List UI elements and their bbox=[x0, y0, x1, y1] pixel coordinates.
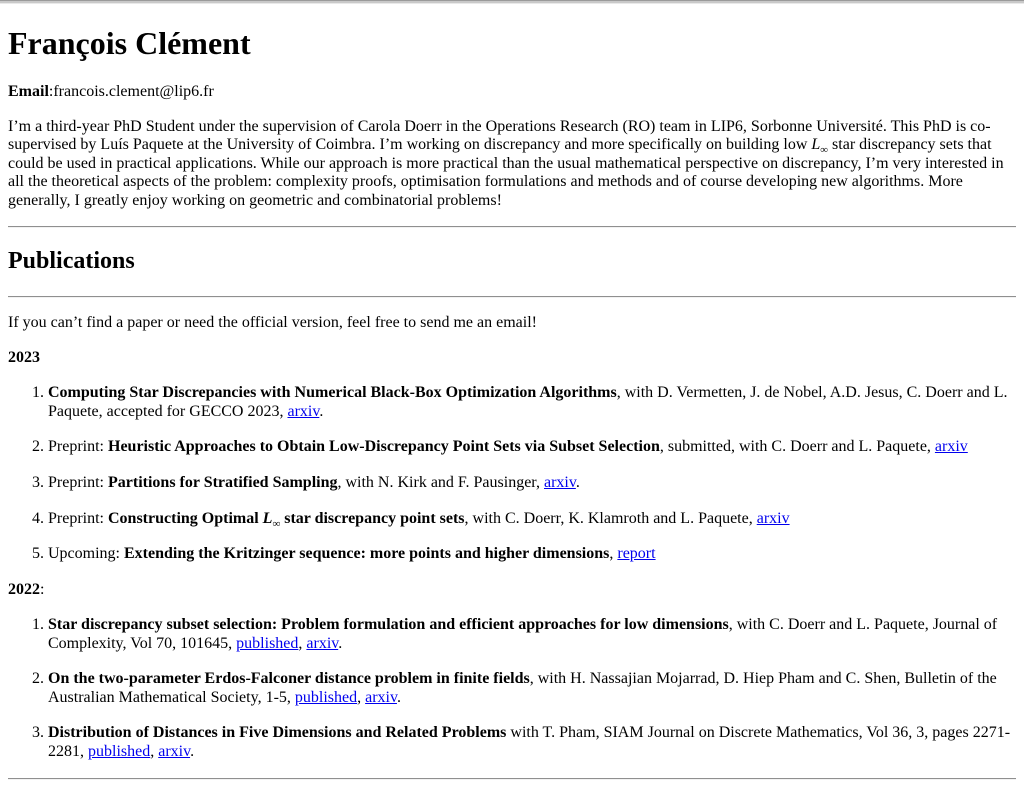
divider-bottom bbox=[8, 778, 1016, 780]
math-l-sub-infinity: $L_\infty$ bbox=[262, 509, 281, 530]
arxiv-link[interactable]: arxiv bbox=[365, 688, 397, 706]
publications-note: If you can’t find a paper or need the official version, feel free to send me an email! bbox=[8, 314, 537, 332]
bold-text: Partitions for Stratified Sampling bbox=[108, 473, 338, 491]
text-segment: . bbox=[190, 742, 195, 760]
bold-text: star discrepancy point sets bbox=[280, 509, 465, 527]
text-segment: , with N. Kirk and F. Pausinger, bbox=[337, 473, 544, 491]
email-line bbox=[8, 83, 1016, 102]
text-segment: Upcoming: bbox=[48, 545, 124, 563]
bold-text: Star discrepancy subset selection: Problem formulation and efficient approaches for low dimensions bbox=[48, 616, 729, 634]
report-link[interactable]: report bbox=[617, 545, 656, 563]
publication-item bbox=[48, 724, 1016, 761]
bold-text: Heuristic Approaches to Obtain Low-Discrepancy Point Sets via Subset Selection bbox=[108, 438, 660, 456]
text-segment: Preprint: bbox=[48, 509, 108, 527]
text-segment: . bbox=[575, 473, 580, 491]
publication-item bbox=[48, 670, 1016, 707]
text-segment: Preprint: bbox=[48, 473, 108, 491]
published-link[interactable]: published bbox=[236, 634, 299, 652]
text-segment: I’m a third-year PhD Student under the supervision of Carola Doerr in the Operations Research (RO) team in LIP6, Sorbonne Université. This PhD is co-supervised by Luís Paquete at the University of Coimbra. I’m working on discrepancy and more specifically on building low bbox=[8, 117, 991, 154]
text-segment: . bbox=[396, 688, 401, 706]
text-segment: , submitted, with C. Doerr and L. Paquete, bbox=[659, 438, 935, 456]
page-title: François Clément bbox=[8, 25, 251, 61]
top-rule bbox=[0, 0, 1024, 4]
bold-text: On the two-parameter Erdos-Falconer distance problem in finite fields bbox=[48, 670, 530, 688]
text-segment: with T. Pham, SIAM Journal on Discrete Mathematics, Vol 36, 3, pages 2271-2281, bbox=[48, 724, 1011, 760]
publication-item bbox=[48, 545, 1016, 564]
divider-under-heading bbox=[8, 296, 1016, 298]
arxiv-link[interactable]: arxiv bbox=[158, 742, 191, 760]
math-l-sub-infinity: $L_\infty$ bbox=[811, 136, 829, 157]
text-segment: Preprint: bbox=[48, 438, 108, 456]
text-segment: , with C. Doerr, K. Klamroth and L. Paquete, bbox=[464, 509, 757, 527]
year-heading-2023 bbox=[8, 349, 1016, 368]
year-suffix: : bbox=[40, 580, 45, 598]
text-segment: , with H. Nassajian Mojarrad, D. Hiep Pham and C. Shen, Bulletin of the Australian Mathematical Society, 1-5, bbox=[48, 670, 997, 706]
bold-text: Extending the Kritzinger sequence: more points and higher dimensions bbox=[124, 545, 610, 563]
text-segment: , bbox=[357, 688, 366, 706]
publication-item bbox=[48, 438, 1016, 457]
year-heading-2022 bbox=[8, 581, 1016, 600]
publication-item bbox=[48, 384, 1016, 421]
published-link[interactable]: published bbox=[294, 688, 358, 706]
email-label: Email bbox=[8, 83, 49, 101]
text-segment: . bbox=[319, 402, 324, 420]
arxiv-link[interactable]: arxiv bbox=[934, 438, 968, 456]
publication-item bbox=[48, 616, 1016, 653]
publication-item bbox=[48, 510, 1016, 529]
intro-paragraph bbox=[8, 118, 1016, 211]
arxiv-link[interactable]: arxiv bbox=[287, 402, 320, 420]
arxiv-link[interactable]: arxiv bbox=[544, 473, 576, 491]
arxiv-link[interactable]: arxiv bbox=[306, 634, 339, 652]
email-value: :francois.clement@lip6.fr bbox=[48, 83, 214, 101]
year-label: 2023 bbox=[8, 348, 40, 366]
text-segment: , bbox=[298, 634, 307, 652]
arxiv-link[interactable]: arxiv bbox=[756, 509, 790, 527]
publications-heading: Publications bbox=[8, 248, 135, 275]
text-segment: , with C. Doerr and L. Paquete, Journal of Complexity, Vol 70, 101645, bbox=[48, 616, 998, 652]
published-link[interactable]: published bbox=[88, 742, 151, 760]
publication-list-2023 bbox=[8, 384, 1016, 563]
publication-list-2022 bbox=[8, 616, 1016, 761]
divider-top bbox=[8, 226, 1016, 228]
text-segment: , bbox=[150, 742, 159, 760]
text-segment: , bbox=[609, 545, 618, 563]
bold-text: Computing Star Discrepancies with Numerical Black-Box Optimization Algorithms bbox=[48, 384, 617, 402]
text-segment: . bbox=[338, 634, 343, 652]
text-segment: star discrepancy sets that could be used in practical applications. While our approach is more practical than the usual mathematical perspective on discrepancy, I’m very interested in all the theoretical aspects of the problem: complexity proofs, optimisation formulations and methods and of course developing new algorithms. More generally, I greatly enjoy working on geometric and combinatorial problems! bbox=[8, 136, 1004, 209]
bold-text: Distribution of Distances in Five Dimensions and Related Problems bbox=[48, 724, 507, 742]
text-segment: , with D. Vermetten, J. de Nobel, A.D. Jesus, C. Doerr and L. Paquete, accepted for GECCO 2023, bbox=[48, 384, 1008, 420]
bold-text: Constructing Optimal bbox=[108, 509, 263, 527]
year-label: 2022 bbox=[8, 580, 40, 598]
page-content bbox=[8, 25, 1016, 780]
publication-item bbox=[48, 474, 1016, 493]
